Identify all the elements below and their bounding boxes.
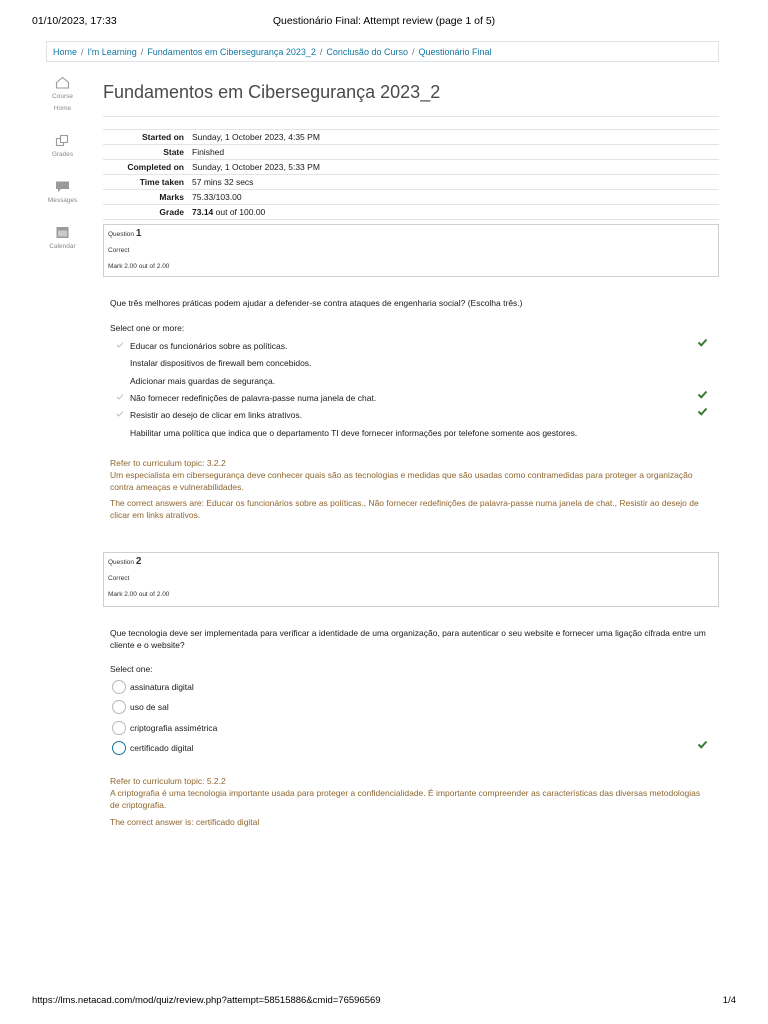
print-url: https://lms.netacad.com/mod/quiz/review.php?attempt=58515886&cmid=76596569 — [32, 995, 381, 1006]
print-datetime: 01/10/2023, 17:33 — [32, 15, 117, 27]
question-text: Que tecnologia deve ser implementada para verificar a identidade de uma organização, para autenticar o seu website e fornecer uma ligação cifrada entre um cliente e o website? — [110, 628, 706, 650]
answer-option[interactable] — [110, 742, 710, 756]
answer-option[interactable] — [110, 340, 710, 354]
option-label: Instalar dispositivos de firewall bem concebidos. — [130, 358, 312, 368]
answer-prompt: Select one: — [110, 664, 153, 674]
question-info-box — [103, 552, 719, 607]
summary-label: Marks — [103, 190, 189, 205]
correct-check-icon — [697, 337, 708, 348]
radio-button[interactable] — [112, 721, 126, 735]
grade-out-of: out of 100.00 — [213, 207, 266, 217]
correct-check-icon — [697, 389, 708, 400]
option-label: Habilitar uma política que indica que o departamento TI deve fornecer informações por telefone somente aos gestores. — [130, 428, 578, 438]
option-label: certificado digital — [130, 743, 194, 753]
question-number: Question 1 — [108, 228, 142, 239]
nav-messages[interactable] — [40, 180, 85, 207]
radio-button[interactable] — [112, 700, 126, 714]
nav-label: Calendar — [49, 243, 76, 250]
answer-option[interactable] — [110, 409, 710, 423]
option-label: assinatura digital — [130, 682, 194, 692]
summary-row — [103, 175, 719, 190]
summary-value: Sunday, 1 October 2023, 4:35 PM — [189, 130, 719, 145]
print-header — [32, 15, 736, 29]
feedback-text: Um especialista em cibersegurança deve conhecer quais são as tecnologias e medidas que são usadas como contramedidas para proteger a organização contra ameaças e vulnerabilidades. — [110, 470, 693, 492]
question-text: Que três melhores práticas podem ajudar a defender-se contra ataques de engenharia social? (Escolha três.) — [110, 298, 523, 308]
breadcrumb-course[interactable]: Fundamentos em Cibersegurança 2023_2 — [147, 46, 316, 57]
summary-row — [103, 205, 719, 220]
answer-option[interactable] — [110, 722, 710, 736]
radio-button-selected[interactable] — [112, 741, 126, 755]
summary-row — [103, 145, 719, 160]
summary-value: Sunday, 1 October 2023, 5:33 PM — [189, 160, 719, 175]
summary-label: Time taken — [103, 175, 189, 190]
divider — [103, 116, 719, 117]
summary-row — [103, 160, 719, 175]
answer-prompt: Select one or more: — [110, 323, 185, 333]
feedback-topic: Refer to curriculum topic: 5.2.2 — [110, 776, 226, 786]
checkbox-checked-icon[interactable] — [115, 409, 125, 419]
summary-label: Completed on — [103, 160, 189, 175]
breadcrumb-separator: / — [319, 46, 323, 57]
summary-label: Grade — [103, 205, 189, 220]
nav-label: Course — [52, 93, 73, 100]
breadcrumb-separator: / — [81, 46, 84, 57]
option-label: Adicionar mais guardas de segurança. — [130, 376, 276, 386]
question-number: Question 2 — [108, 556, 142, 567]
breadcrumb-im-learning[interactable]: I'm Learning — [87, 46, 137, 57]
grades-icon — [55, 134, 70, 147]
nav-label: Home — [53, 105, 72, 112]
option-label: uso de sal — [130, 702, 169, 712]
page-title: Fundamentos em Cibersegurança 2023_2 — [103, 82, 441, 102]
option-label: criptografia assimétrica — [130, 723, 218, 733]
feedback-text: A criptografia é uma tecnologia importante usada para proteger a confidencialidade. É importante compreender as características das diversas metodologias de criptografia. — [110, 788, 701, 810]
nav-grades[interactable] — [40, 134, 85, 161]
option-label: Resistir ao desejo de clicar em links atrativos. — [130, 410, 302, 420]
breadcrumb — [46, 41, 719, 62]
checkbox-checked-icon[interactable] — [115, 340, 125, 350]
nav-label: Messages — [47, 197, 78, 204]
answer-option[interactable] — [110, 375, 710, 389]
breadcrumb-separator: / — [140, 46, 144, 57]
correct-answer: The correct answer is: certificado digital — [110, 817, 260, 827]
grade-value: 73.14 — [192, 207, 214, 217]
breadcrumb-home[interactable]: Home — [53, 46, 78, 57]
summary-value: Finished — [189, 145, 719, 160]
print-title: Questionário Final: Attempt review (page 1 of 5) — [272, 15, 496, 27]
summary-value — [189, 205, 719, 220]
correct-check-icon — [697, 406, 708, 417]
attempt-summary-table — [103, 129, 719, 220]
answer-option[interactable] — [110, 681, 710, 695]
answer-option[interactable] — [110, 427, 710, 441]
checkbox-checked-icon[interactable] — [115, 392, 125, 402]
print-footer — [32, 995, 736, 1009]
answer-option[interactable] — [110, 357, 710, 371]
nav-label: Grades — [51, 151, 74, 158]
summary-label: Started on — [103, 130, 189, 145]
messages-icon — [55, 180, 70, 193]
summary-row — [103, 190, 719, 205]
correct-answer: The correct answers are: Educar os funcionários sobre as políticas., Não fornecer redefinições de palavra-passe numa janela de chat., Resistir ao desejo de clicar em links atrativos. — [110, 498, 699, 520]
option-label: Educar os funcionários sobre as políticas. — [130, 341, 288, 351]
question-mark: Mark 2.00 out of 2.00 — [108, 590, 170, 598]
home-icon — [55, 76, 70, 89]
question-state: Correct — [108, 247, 130, 254]
summary-row — [103, 130, 719, 145]
answer-option[interactable] — [110, 392, 710, 406]
option-label: Não fornecer redefinições de palavra-passe numa janela de chat. — [130, 393, 377, 403]
nav-course-home[interactable] — [40, 76, 85, 115]
breadcrumb-quiz[interactable]: Questionário Final — [418, 46, 492, 57]
summary-value: 57 mins 32 secs — [189, 175, 719, 190]
print-page-number: 1/4 — [722, 995, 736, 1006]
summary-label: State — [103, 145, 189, 160]
question-info-box — [103, 224, 719, 277]
calendar-icon — [55, 226, 70, 239]
question-state: Correct — [108, 575, 130, 582]
feedback-topic: Refer to curriculum topic: 3.2.2 — [110, 458, 226, 468]
nav-calendar[interactable] — [40, 226, 85, 253]
answer-option[interactable] — [110, 701, 710, 715]
correct-check-icon — [697, 739, 708, 750]
breadcrumb-section[interactable]: Conclusão do Curso — [326, 46, 408, 57]
radio-button[interactable] — [112, 680, 126, 694]
breadcrumb-separator: / — [411, 46, 415, 57]
summary-value: 75.33/103.00 — [189, 190, 719, 205]
question-mark: Mark 2.00 out of 2.00 — [108, 262, 170, 270]
